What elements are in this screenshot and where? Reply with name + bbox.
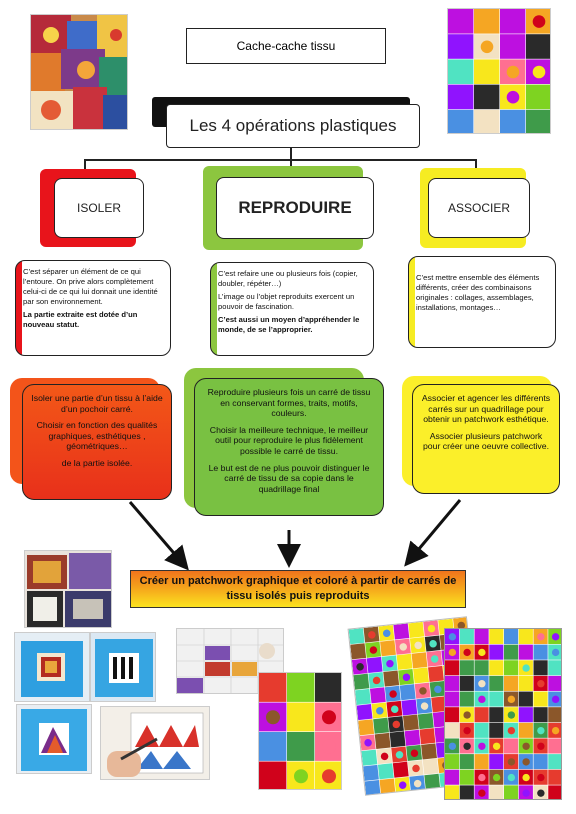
patch-square (489, 629, 503, 644)
painting-hand-photo (100, 706, 210, 780)
patch-square (504, 645, 518, 660)
patch-square (460, 660, 474, 675)
patch-square (383, 671, 399, 687)
patch-square (390, 731, 406, 747)
patch-motif (552, 696, 559, 703)
patch-square (489, 692, 503, 707)
collective-patchwork-front (444, 628, 562, 800)
patch-motif (508, 774, 515, 781)
patch-motif (552, 649, 559, 656)
patch-square (534, 707, 548, 722)
operations-title: Les 4 opérations plastiques (166, 104, 420, 148)
patch-motif (463, 743, 470, 750)
patch-square (460, 785, 474, 800)
patch-motif (537, 774, 544, 781)
patch-square (519, 723, 533, 738)
patch-motif (478, 789, 485, 796)
patch-square (475, 723, 489, 738)
patch-square (424, 774, 440, 790)
stencil-photo-1 (14, 632, 90, 702)
patch-square (393, 762, 409, 778)
page-title: Cache-cache tissu (186, 28, 386, 64)
reproduire-action-2: Choisir la meilleure technique, le meilleur outil pour reproduire le plus fidèlement possible le carré de tissu. (209, 424, 369, 456)
patch-square (259, 732, 286, 761)
patch-motif (508, 727, 515, 734)
associer-action-1: Associer et agencer les différents carrés sur un quadrillage pour obtenir un patchwork esthétique. (421, 393, 551, 425)
patch-motif (522, 758, 529, 765)
patch-square (380, 640, 396, 656)
reproduire-action-3: Le but est de ne plus pouvoir distinguer le carré de tissu de sa copie dans le quadrillage final (208, 462, 370, 494)
patch-square (361, 750, 377, 766)
reproduire-desc-1: C’est refaire une ou plusieurs fois (copier, doubler, répéter…) (218, 269, 358, 288)
patchwork-photo-bottom (258, 672, 342, 790)
patch-square (504, 660, 518, 675)
patch-square (475, 754, 489, 769)
patch-motif (552, 633, 559, 640)
patch-square (315, 673, 342, 702)
patch-motif (537, 743, 544, 750)
patch-square (378, 763, 394, 779)
patch-motif (493, 774, 500, 781)
patch-square (357, 704, 373, 720)
isoler-desc-1: C’est séparer un élément de ce qui l’entoure. On prive alors complètement celui-ci de ce qui lui donnait une identité par son environnement. (23, 267, 158, 306)
patch-square (403, 715, 419, 731)
patch-motif (522, 789, 529, 796)
patch-square (445, 785, 459, 800)
patch-square (445, 660, 459, 675)
patch-motif (463, 711, 470, 718)
patch-square (489, 723, 503, 738)
patch-motif (493, 743, 500, 750)
patch-motif (537, 789, 544, 796)
patch-square (353, 674, 369, 690)
patch-square (287, 732, 314, 761)
patch-square (445, 692, 459, 707)
patch-square (519, 629, 533, 644)
associer-tag: ASSOCIER (428, 178, 530, 238)
patch-square (287, 673, 314, 702)
patch-square (475, 629, 489, 644)
patch-motif (294, 769, 308, 783)
patch-motif (537, 633, 544, 640)
patch-motif (478, 649, 485, 656)
patch-square (489, 676, 503, 691)
patch-motif (478, 680, 485, 687)
patch-square (548, 754, 562, 769)
patch-square (548, 676, 562, 691)
patch-square (259, 762, 286, 791)
patch-motif (552, 727, 559, 734)
patch-square (380, 778, 396, 794)
reproduire-desc-2: L’image ou l’objet reproduits exercent un pouvoir de fascination. (218, 292, 355, 311)
patch-motif (322, 769, 336, 783)
patch-square (355, 689, 371, 705)
patch-square (519, 645, 533, 660)
patch-motif (449, 743, 456, 750)
patch-motif (522, 664, 529, 671)
patch-motif (537, 727, 544, 734)
patch-motif (449, 633, 456, 640)
patch-motif (478, 774, 485, 781)
arrow-left (130, 502, 185, 566)
patch-square (519, 676, 533, 691)
patch-square (534, 645, 548, 660)
patch-square (460, 770, 474, 785)
patch-square (373, 718, 389, 734)
patch-motif (478, 743, 485, 750)
patch-motif (537, 680, 544, 687)
patch-square (423, 759, 439, 775)
patch-square (460, 692, 474, 707)
patch-square (445, 707, 459, 722)
patch-motif (322, 710, 336, 724)
patch-motif (493, 649, 500, 656)
patch-square (400, 684, 416, 700)
patch-motif (449, 649, 456, 656)
patch-square (489, 707, 503, 722)
patch-square (375, 733, 391, 749)
goal-banner: Créer un patchwork graphique et coloré à partir de carrés de tissu isolés puis reproduits (130, 570, 466, 608)
patch-square (548, 707, 562, 722)
patch-motif (322, 740, 336, 754)
stencil-photo-2 (90, 632, 156, 702)
patch-motif (478, 696, 485, 703)
patch-motif (508, 711, 515, 718)
patch-motif (266, 710, 280, 724)
patch-square (548, 785, 562, 800)
patch-square (489, 754, 503, 769)
patch-square (363, 765, 379, 781)
patch-square (475, 660, 489, 675)
patch-square (419, 728, 435, 744)
arrow-right (408, 500, 460, 562)
patch-square (445, 723, 459, 738)
patch-square (421, 743, 437, 759)
patch-square (489, 660, 503, 675)
isoler-tag: ISOLER (54, 178, 144, 238)
patch-square (489, 785, 503, 800)
isoler-action-3: de la partie isolée. (61, 457, 133, 468)
stencil-photo-3 (16, 704, 92, 774)
isoler-action-2: Choisir en fonction des qualités graphiques, esthétiques , géométriques… (36, 420, 158, 452)
patch-motif (463, 727, 470, 734)
patch-square (534, 692, 548, 707)
patch-square (413, 667, 429, 683)
patch-square (367, 657, 383, 673)
patch-motif (522, 743, 529, 750)
isoler-desc-2: La partie extraite est dotée d’un nouveau statut. (23, 310, 138, 329)
fabric-samples-photo (24, 550, 112, 628)
reproduire-desc-3: C’est aussi un moyen d’appréhender le monde, de se l’approprier. (218, 315, 360, 334)
patch-square (534, 660, 548, 675)
patch-square (548, 738, 562, 753)
isoler-action-1: Isoler une partie d’un tissu à l’aide d’un pochoir carré. (31, 393, 163, 414)
patch-square (445, 676, 459, 691)
associer-action-2: Associer plusieurs patchwork pour créer une oeuvre collective. (422, 430, 550, 452)
patch-square (408, 622, 424, 638)
patch-square (548, 770, 562, 785)
patch-square (504, 629, 518, 644)
patch-square (504, 676, 518, 691)
patch-square (475, 707, 489, 722)
patch-square (428, 666, 444, 682)
patch-motif (508, 758, 515, 765)
patch-square (401, 699, 417, 715)
patch-square (418, 713, 434, 729)
associer-desc-1: C’est mettre ensemble des éléments différents, créer des combinaisons originales : collages, assemblages, installations, montages… (416, 273, 540, 312)
patch-square (350, 643, 366, 659)
patch-square (504, 738, 518, 753)
patch-square (519, 692, 533, 707)
patch-square (519, 707, 533, 722)
patch-square (534, 754, 548, 769)
patch-square (365, 780, 381, 796)
patch-square (548, 660, 562, 675)
patch-square (349, 628, 365, 644)
patch-motif (463, 649, 470, 656)
patch-square (504, 785, 518, 800)
patch-motif (463, 633, 470, 640)
patch-motif (522, 774, 529, 781)
patch-square (412, 652, 428, 668)
patch-square (405, 730, 421, 746)
patch-square (445, 770, 459, 785)
patch-square (358, 719, 374, 735)
patch-square (287, 703, 314, 732)
patch-square (460, 754, 474, 769)
patch-square (460, 676, 474, 691)
patch-motif (508, 696, 515, 703)
patch-square (259, 673, 286, 702)
reproduire-action-1: Reproduire plusieurs fois un carré de tissu en conservant formes, traits, motifs, couleurs. (207, 387, 371, 419)
patch-square (445, 754, 459, 769)
reproduire-tag: REPRODUIRE (216, 177, 374, 239)
patch-square (397, 654, 413, 670)
